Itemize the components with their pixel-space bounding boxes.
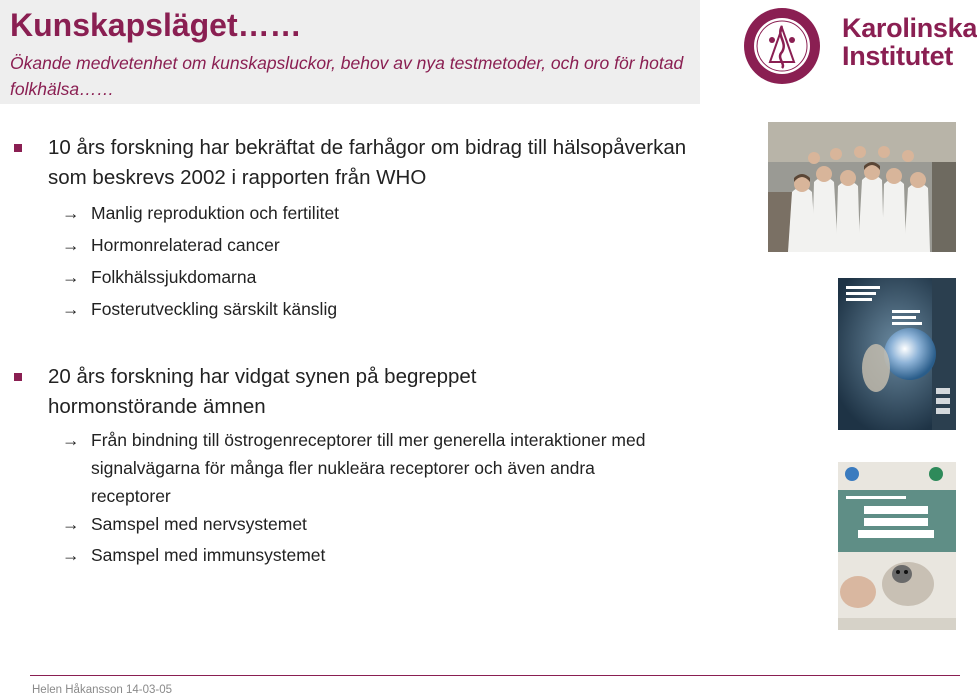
arrow-icon: → [62, 235, 80, 255]
footer-divider [30, 675, 960, 676]
bullet1-item-2: → Hormonrelaterad cancer [62, 231, 702, 259]
bullet2-item-2: → Samspel med nervsystemet [62, 510, 662, 538]
arrow-icon: → [62, 299, 80, 319]
title-box [0, 0, 700, 104]
footer-text: Helen Håkansson 14-03-05 [32, 684, 173, 696]
page-subtitle: Ökande medvetenhet om kunskapsluckor, behov av nya testmetoder, och oro för hotad folkhälsa…… [10, 53, 684, 99]
arrow-icon: → [62, 430, 80, 450]
ki-seal-icon [744, 8, 820, 84]
bullet1-item-3: → Folkhälssjukdomarna [62, 263, 702, 291]
research-team-photo [768, 122, 956, 252]
bullet2-item-3: → Samspel med immunsystemet [62, 541, 662, 569]
bullet1-text: 10 års forskning har bekräftat de farhågor om bidrag till hälsopåverkan som beskrevs 2002 i rapporten från WHO [48, 136, 687, 189]
logo-line2: Institutet [842, 41, 953, 71]
arrow-icon: → [62, 267, 80, 287]
bullet-square-icon [14, 373, 22, 381]
logo-wordmark [842, 14, 977, 70]
bullet1-item-1: → Manlig reproduktion och fertilitet [62, 199, 702, 227]
page-title: Kunskapsläget…… [10, 7, 302, 43]
bullet2-text: 20 års forskning har vidgat synen på begreppet hormonstörande ämnen [48, 365, 477, 418]
arrow-icon: → [62, 514, 80, 534]
bullet-square-icon [14, 144, 22, 152]
who-report-2012-cover [838, 462, 956, 630]
arrow-icon: → [62, 545, 80, 565]
logo-line1: Karolinska [842, 13, 977, 43]
bullet1-item-4: → Fosterutveckling särskilt känslig [62, 295, 702, 323]
who-report-2002-cover [838, 278, 956, 430]
bullet2-item-1: → Från bindning till östrogenreceptorer till mer generella interaktioner med signalvägarna för många fler nukleära receptorer och även andra receptorer [62, 426, 662, 510]
arrow-icon: → [62, 203, 80, 223]
